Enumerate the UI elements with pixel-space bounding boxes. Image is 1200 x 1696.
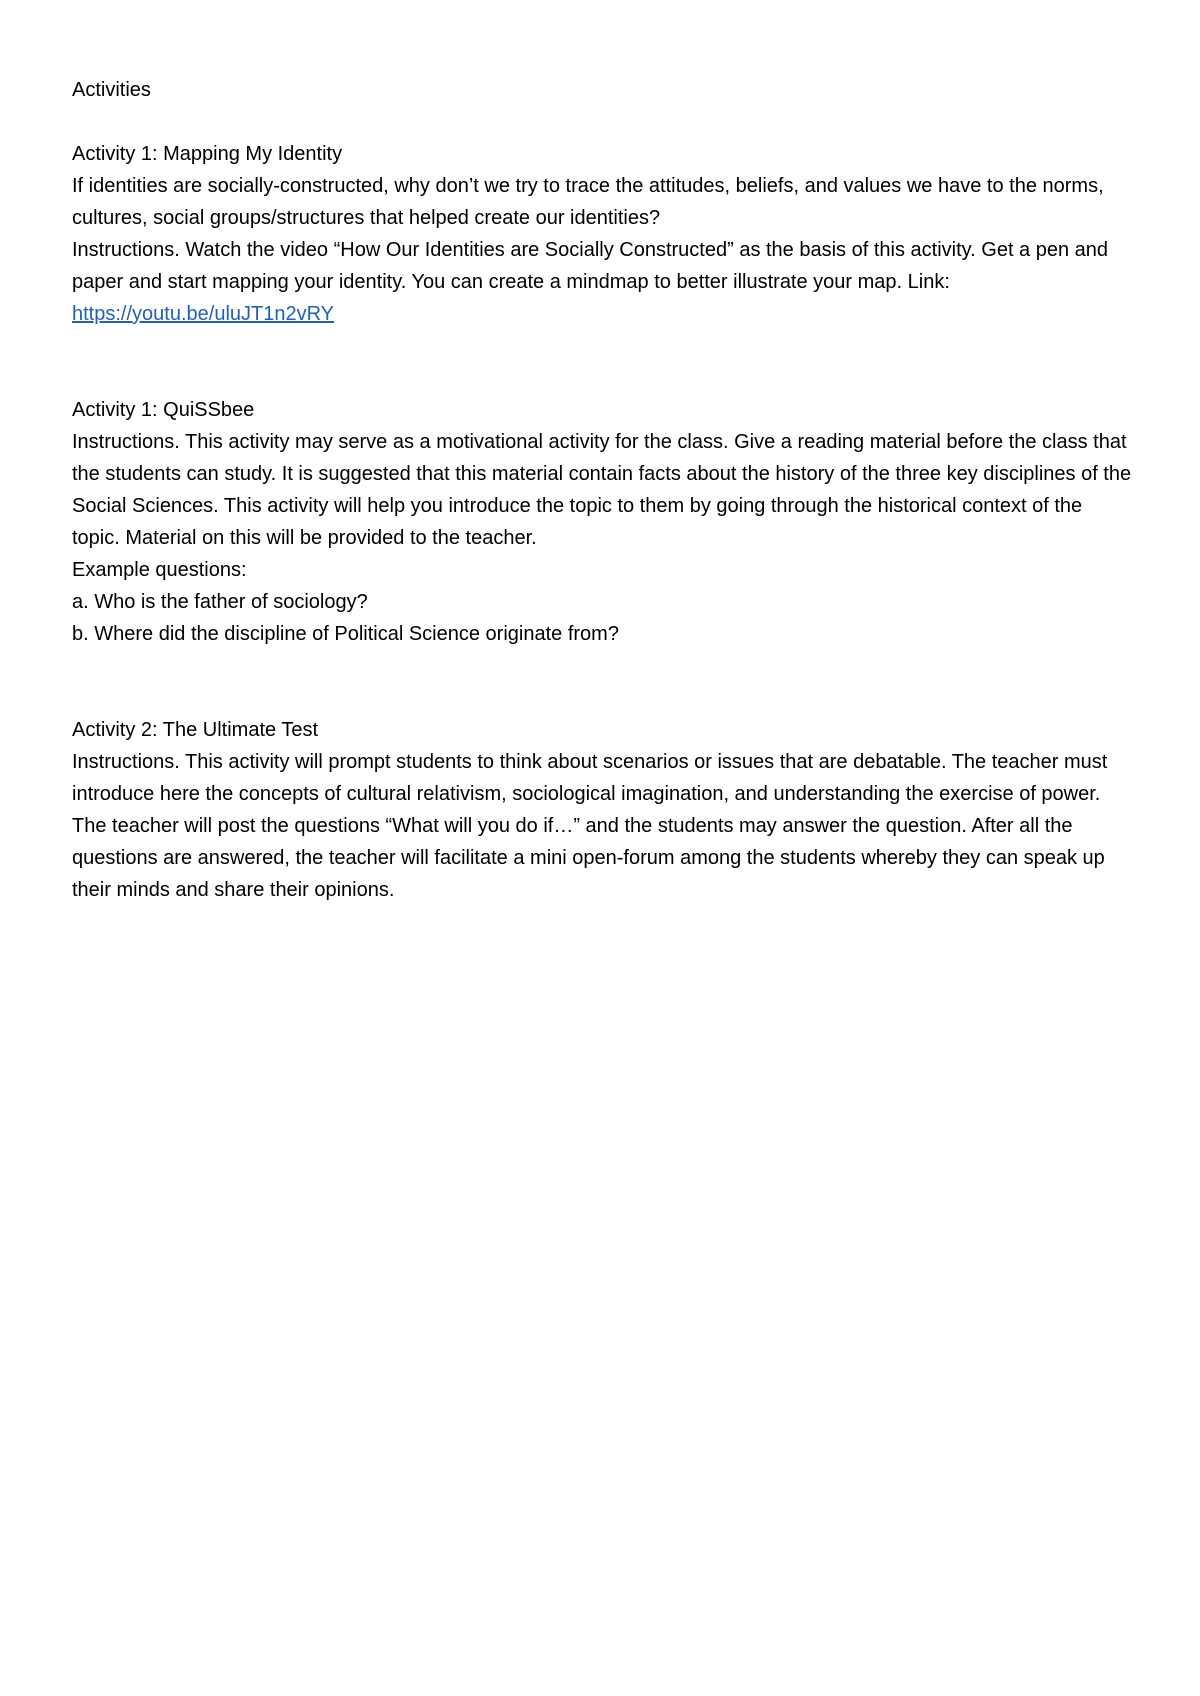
activity-instructions [72, 234, 1132, 330]
example-questions-label: Example questions: [72, 559, 247, 581]
document-body [72, 74, 1132, 906]
activity-title: Activity 2: The Ultimate Test [72, 719, 319, 741]
activity-title: Activity 1: QuiSSbee [72, 399, 255, 421]
document-heading: Activities [72, 79, 151, 101]
activity-instructions: Instructions. This activity may serve as a motivational activity for the class. Give a reading material before the class that the students can study. It is suggested that this material contain facts about the history of the three key disciplines of the Social Sciences. This activity will help you introduce the topic to them by going through the historical context of the topic. Material on this will be provided to the teacher. [72, 431, 1132, 549]
activity-instructions: Instructions. This activity will prompt students to think about scenarios or issues that are debatable. The teacher must introduce here the concepts of cultural relativism, sociological imagination, and understanding the exercise of power. The teacher will post the questions “What will you do if…” and the students may answer the question. After all the questions are answered, the teacher will facilitate a mini open-forum among the students whereby they can speak up their minds and share their opinions. [72, 751, 1108, 901]
activity-intro: If identities are socially-constructed, why don’t we try to trace the attitudes, beliefs, and values we have to the norms, cultures, social groups/structures that helped create our identities? [72, 175, 1104, 229]
activity-quissbee [72, 394, 1132, 650]
example-question: b. Where did the discipline of Political Science originate from? [72, 623, 619, 645]
example-question: a. Who is the father of sociology? [72, 591, 368, 613]
activity-mapping-my-identity [72, 138, 1132, 330]
activity-ultimate-test [72, 714, 1132, 906]
video-link[interactable]: https://youtu.be/uluJT1n2vRY [72, 303, 335, 325]
activity-title: Activity 1: Mapping My Identity [72, 143, 343, 165]
instructions-text: Instructions. Watch the video “How Our Identities are Socially Constructed” as the basis of this activity. Get a pen and paper and start mapping your identity. You can create a mindmap to better illustrate your map. Link: [72, 239, 1109, 293]
